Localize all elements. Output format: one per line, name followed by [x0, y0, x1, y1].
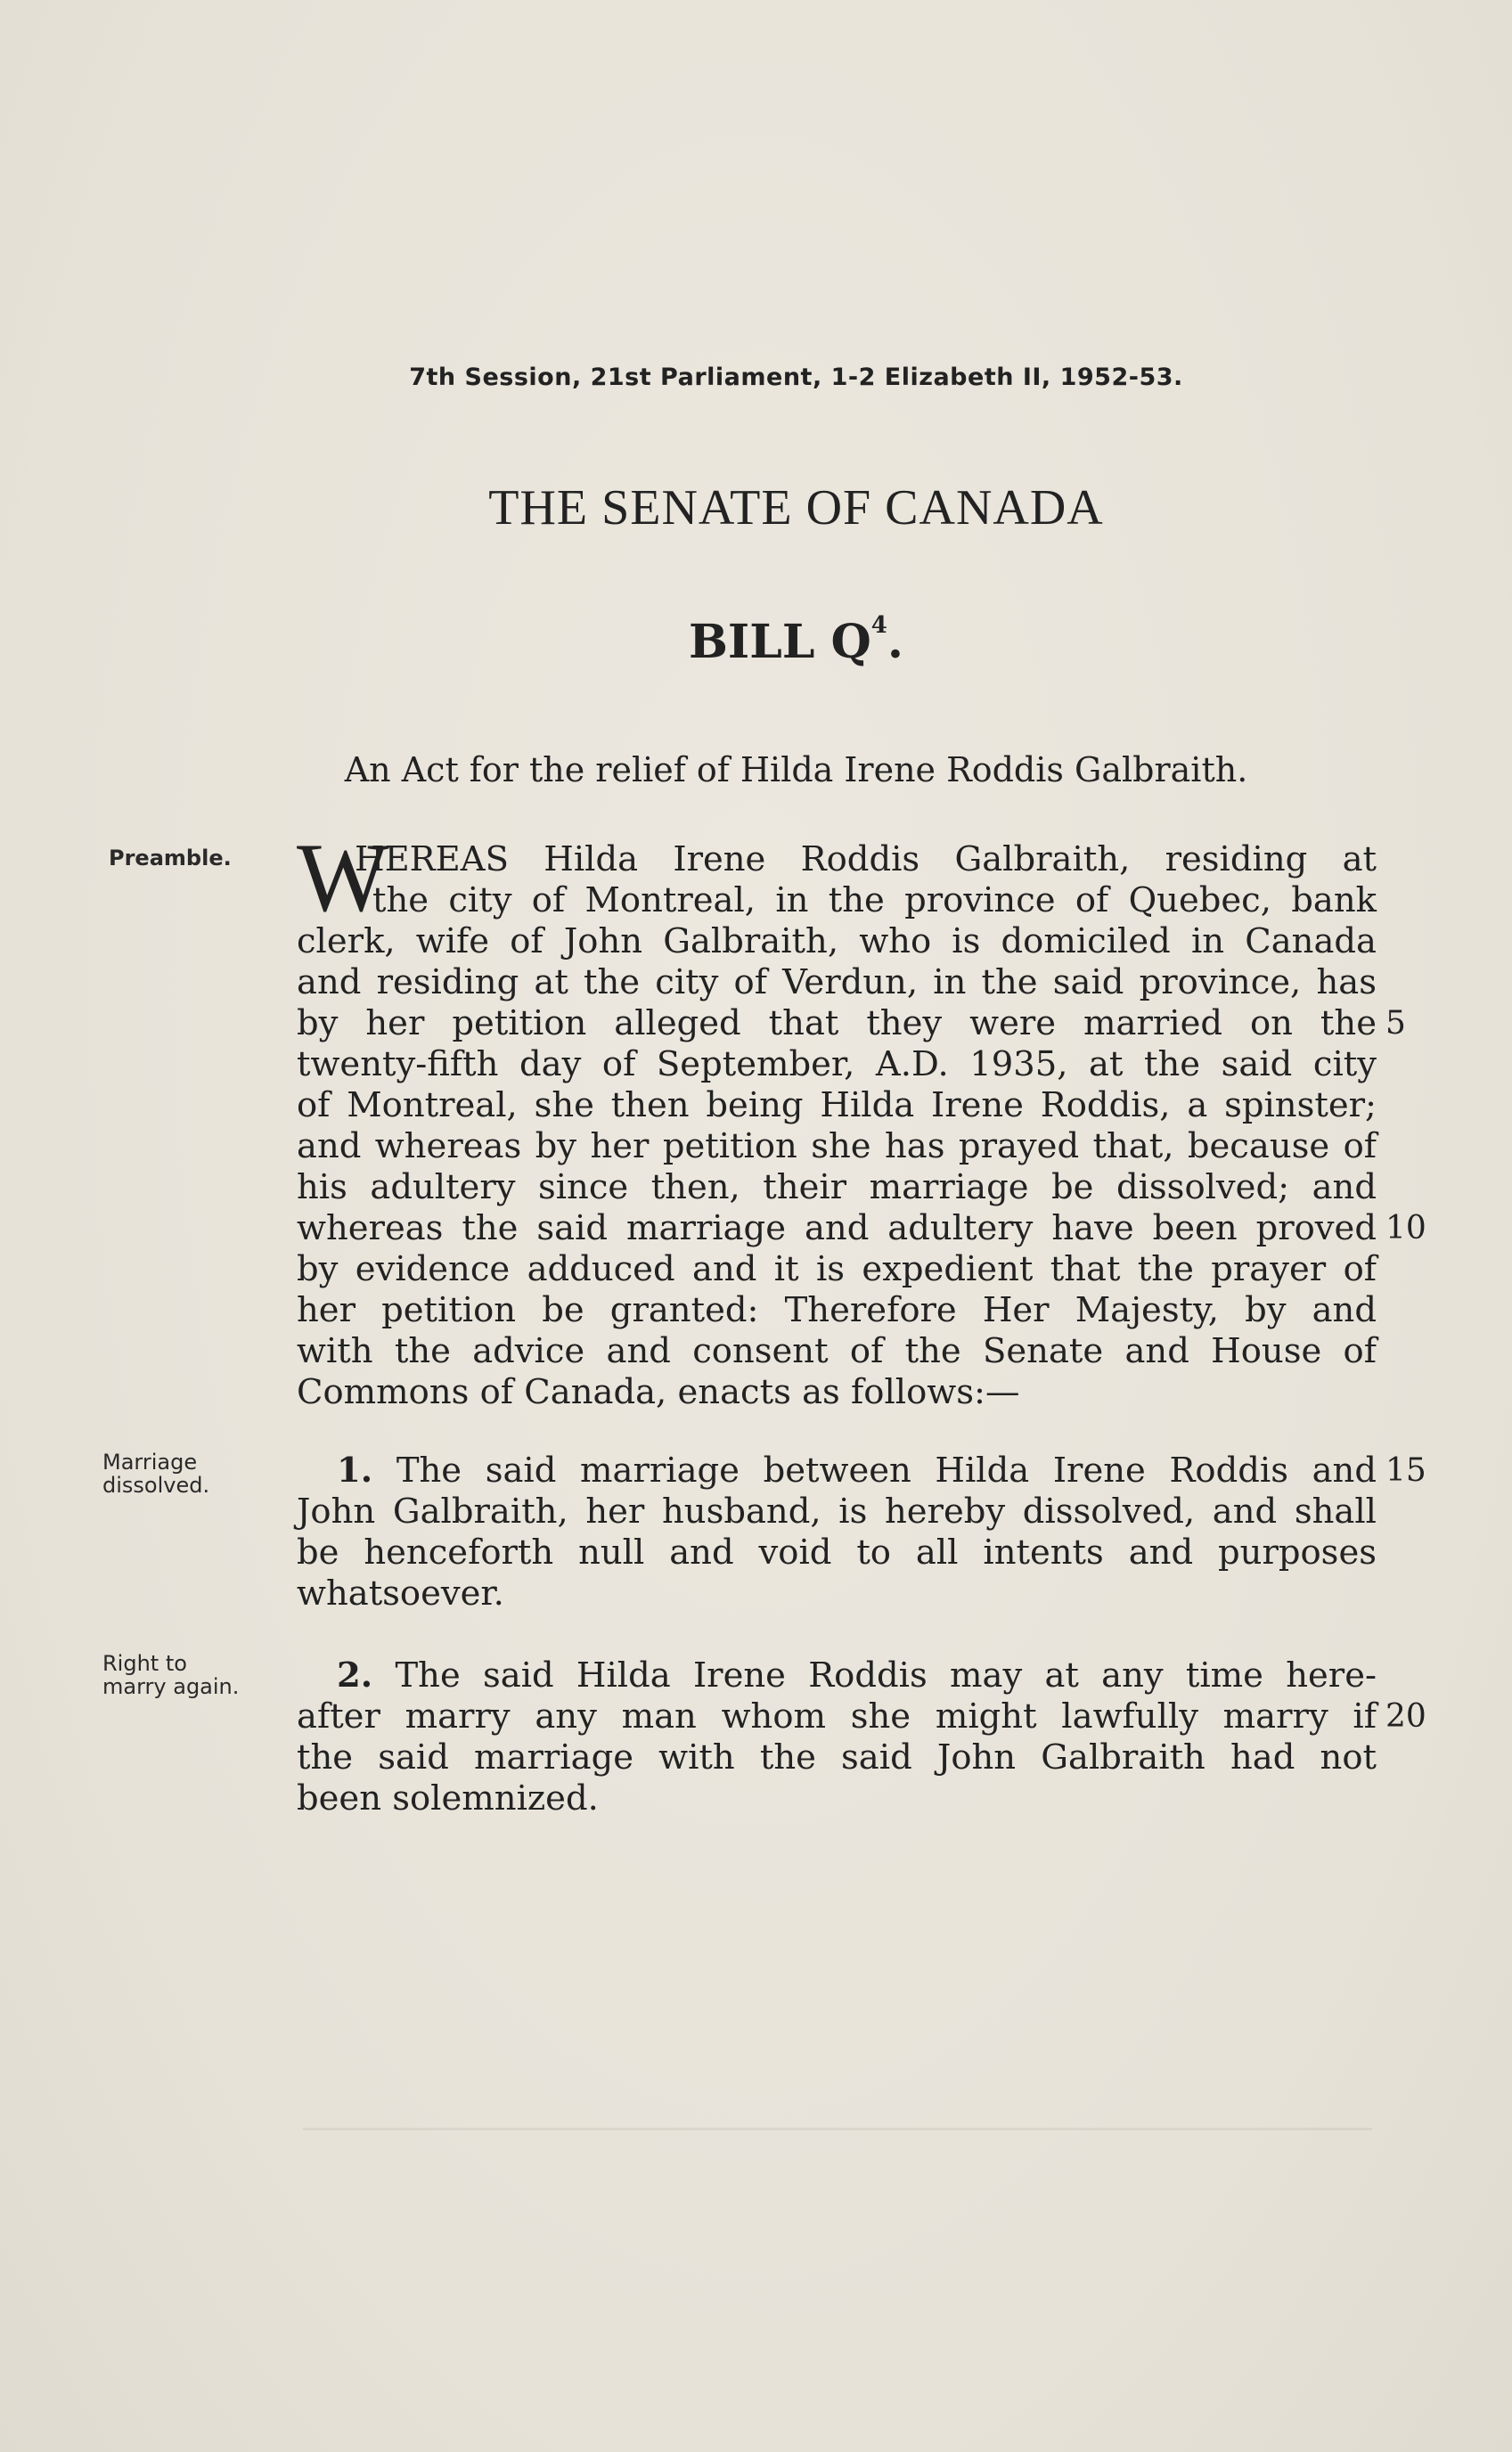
section2-line	[337, 1655, 1377, 1696]
preamble-line: clerk, wife of John Galbraith, who is domiciled in Canada	[297, 921, 1377, 961]
section1-line-text: The said marriage between Hilda Irene Roddis and	[396, 1451, 1377, 1491]
preamble-dropcap: W	[297, 823, 389, 932]
preamble-line: Commons of Canada, enacts as follows:—	[297, 1372, 1020, 1412]
preamble-line: with the advice and consent of the Senate and House of	[297, 1331, 1377, 1371]
preamble-line: the city of Montreal, in the province of Quebec, bank	[372, 880, 1377, 920]
house-title: THE SENATE OF CANADA	[488, 480, 1104, 535]
section2-line: been solemnized.	[297, 1778, 599, 1819]
preamble-line: and whereas by her petition she has prayed that, because of	[297, 1126, 1377, 1166]
line-number-5: 5	[1385, 1005, 1406, 1042]
section2-line-text: The said Hilda Irene Roddis may at any time here-	[395, 1655, 1377, 1696]
preamble-line: his adultery since then, their marriage be dissolved; and	[297, 1167, 1377, 1207]
bill-suffix: .	[887, 615, 903, 669]
preamble-line: twenty-fifth day of September, A.D. 1935, at the said city	[297, 1044, 1377, 1084]
line-number-20: 20	[1385, 1698, 1426, 1735]
bill-prefix: BILL Q	[688, 615, 871, 669]
section2-number: 2.	[337, 1655, 373, 1696]
section1-line: be henceforth null and void to all intents and purposes	[297, 1532, 1377, 1573]
preamble-line: by her petition alleged that they were married on the	[297, 1003, 1377, 1043]
section1-number: 1.	[337, 1451, 373, 1491]
margin-note-marriage-line2: dissolved.	[102, 1473, 210, 1498]
preamble-line: her petition be granted: Therefore Her Majesty, by and	[297, 1290, 1377, 1330]
bill-title	[0, 612, 1512, 669]
preamble-line: by evidence adduced and it is expedient that the prayer of	[297, 1249, 1377, 1289]
line-number-10: 10	[1385, 1210, 1426, 1246]
preamble-line: whereas the said marriage and adultery have been proved	[297, 1208, 1377, 1248]
section1-line: John Galbraith, her husband, is hereby dissolved, and shall	[297, 1492, 1377, 1532]
margin-note-right-line2: marry again.	[102, 1674, 240, 1699]
preamble-line: of Montreal, she then being Hilda Irene Roddis, a spinster;	[297, 1085, 1377, 1125]
act-title: An Act for the relief of Hilda Irene Roddis Galbraith.	[344, 750, 1248, 789]
section1-line	[337, 1451, 1377, 1492]
margin-note-right-line1: Right to	[102, 1651, 187, 1676]
bill-superscript: 4	[870, 612, 887, 639]
line-number-15: 15	[1385, 1452, 1426, 1489]
preamble-line: HEREAS Hilda Irene Roddis Galbraith, residing at	[355, 839, 1377, 879]
section2-line: the said marriage with the said John Galbraith had not	[297, 1737, 1377, 1778]
show-through-rule	[303, 2128, 1372, 2130]
session-header: 7th Session, 21st Parliament, 1-2 Elizabeth II, 1952-53.	[409, 364, 1183, 391]
margin-note-marriage-line1: Marriage	[102, 1450, 198, 1475]
section1-line: whatsoever.	[297, 1573, 504, 1614]
section2-line: after marry any man whom she might lawfully marry if	[297, 1696, 1377, 1737]
preamble-line: and residing at the city of Verdun, in the said province, has	[297, 962, 1377, 1002]
margin-note-preamble: Preamble.	[109, 846, 232, 870]
